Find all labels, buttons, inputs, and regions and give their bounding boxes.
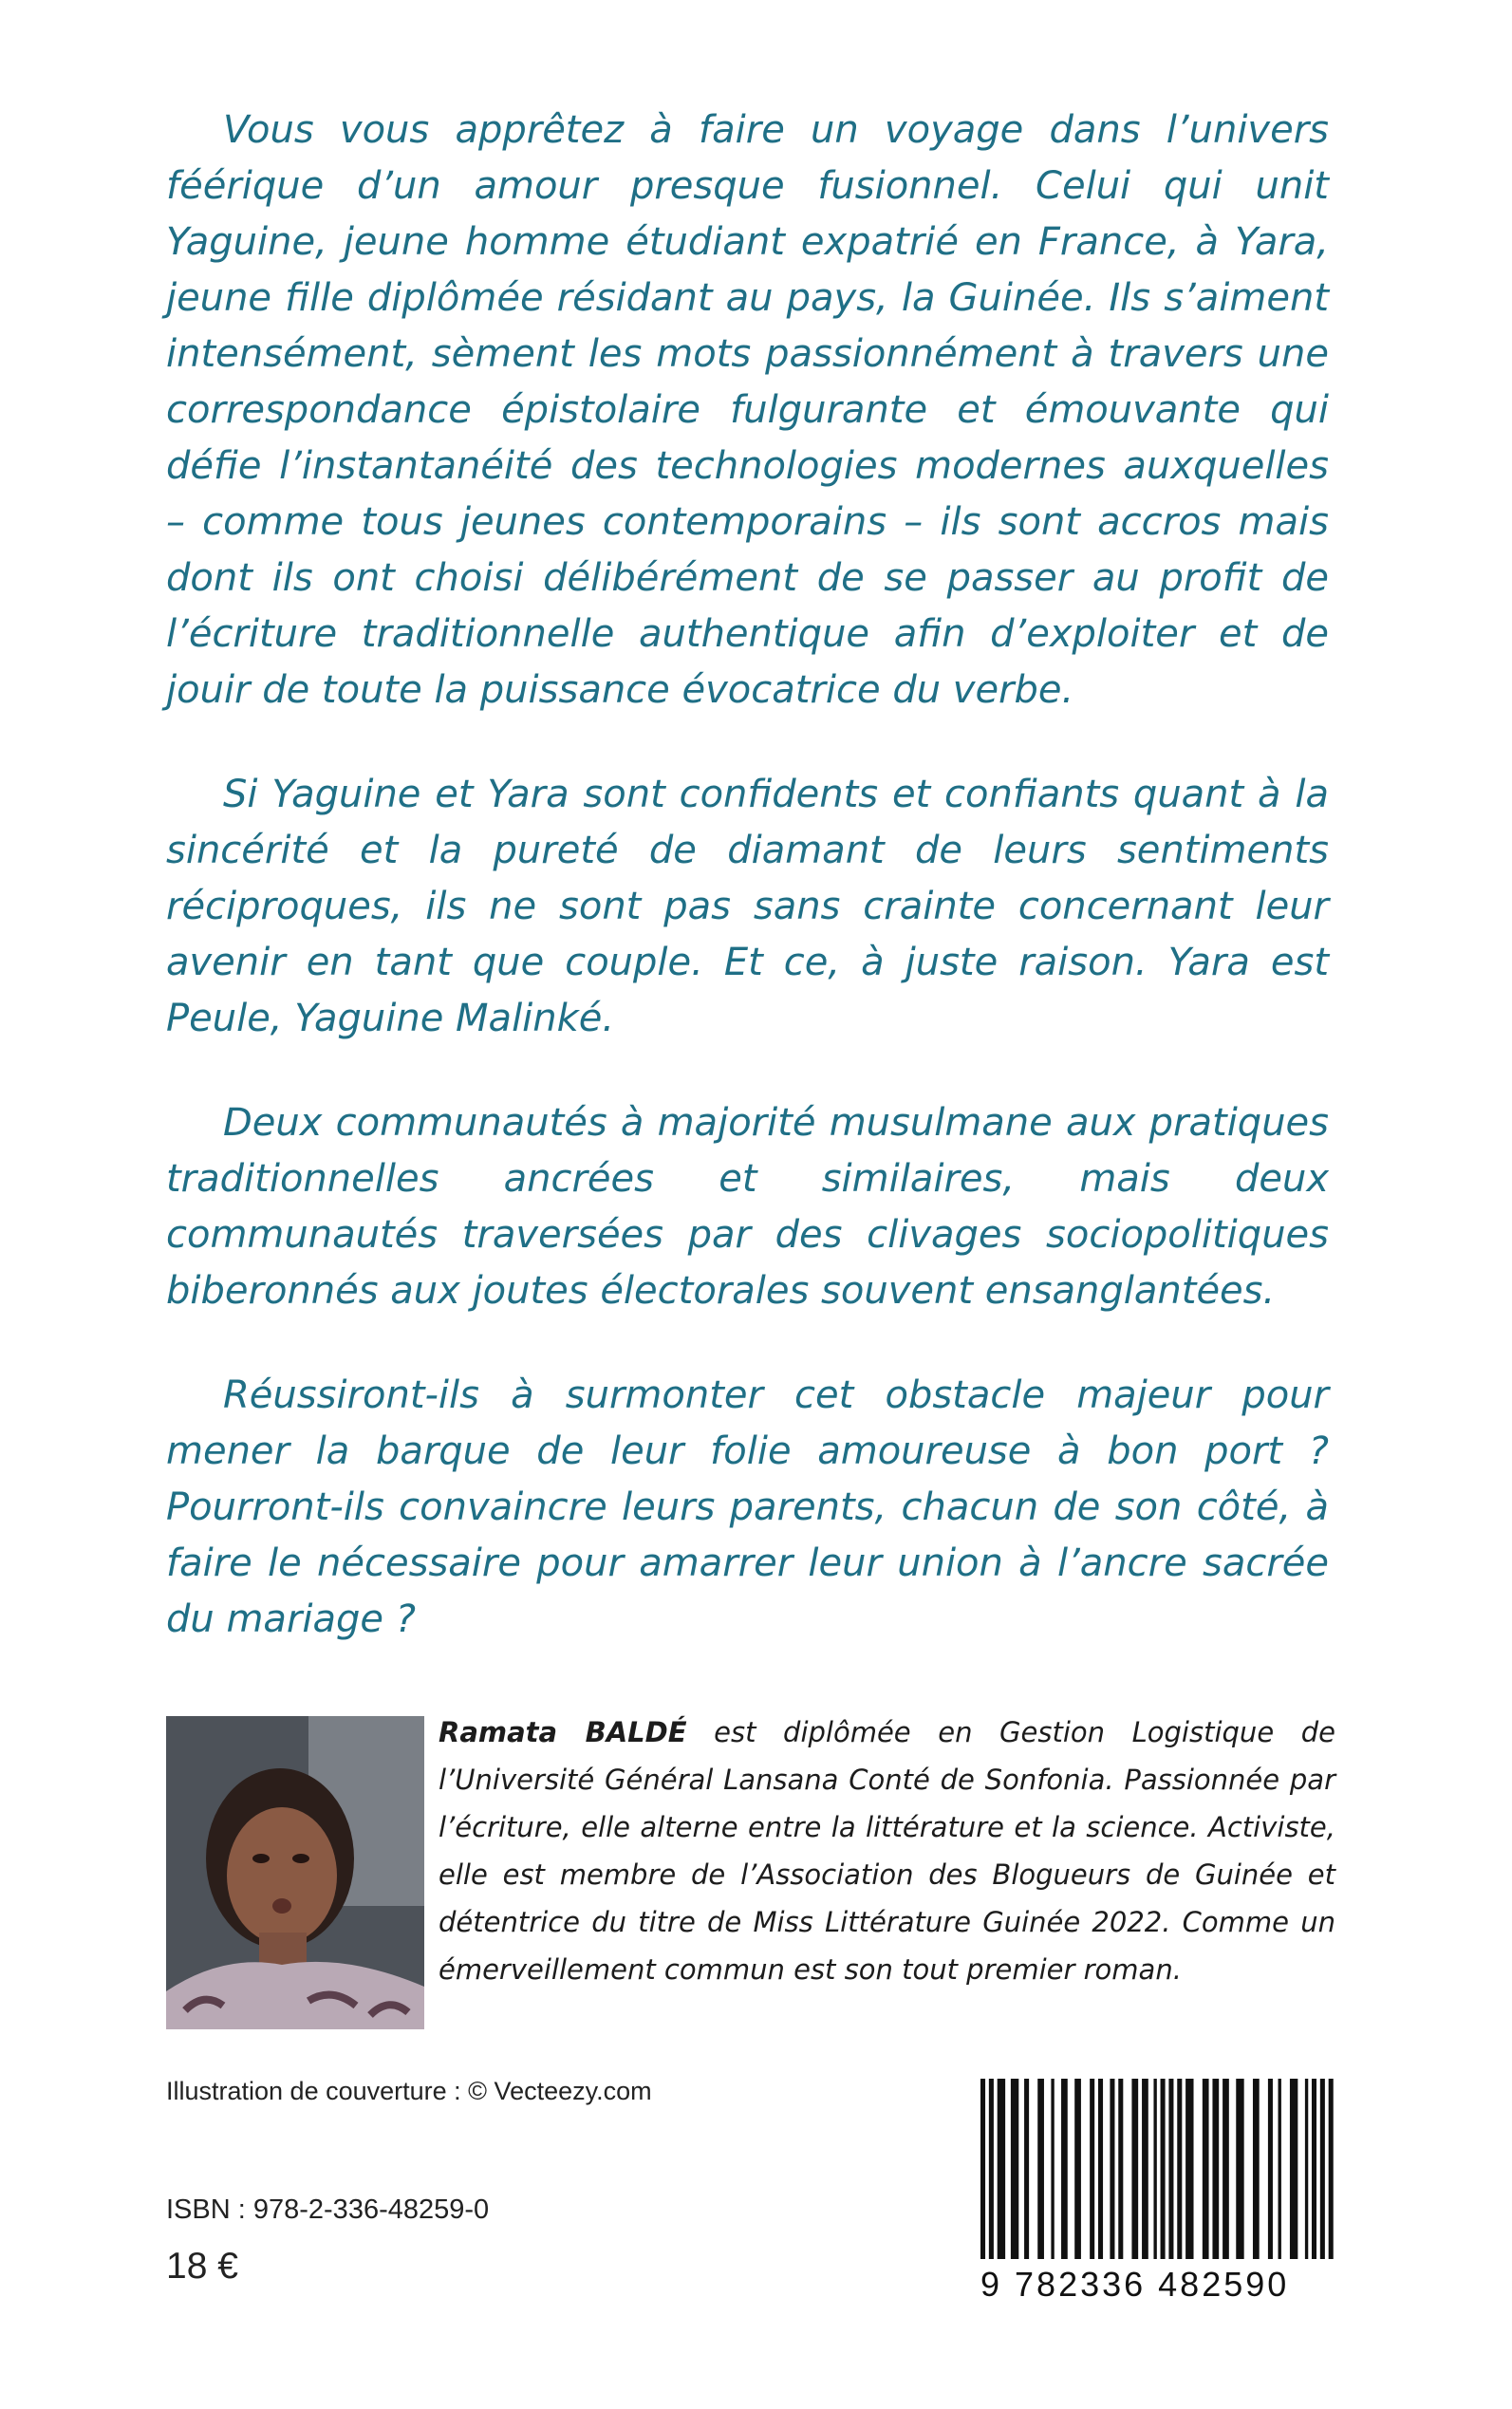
barcode-bar [1212,2079,1219,2259]
barcode-bar [1203,2079,1209,2259]
barcode-bar [998,2079,1005,2259]
barcode-bar [1090,2079,1094,2259]
barcode-bar [1185,2079,1193,2259]
barcode-bar [1051,2079,1054,2259]
barcode-bar [1061,2079,1068,2259]
barcode-bar [1168,2079,1173,2259]
barcode [980,2079,1334,2324]
barcode-bar [1177,2079,1182,2259]
author-bio [439,1709,1335,1993]
synopsis-paragraph-4: Réussiront-ils à surmonter cet obstacle majeur pour mener la barque de leur folie amoureuse à bon port ? Pourront-ils convaincre leurs parents, chacun de son côté, à faire le nécessaire pour amarrer leur union à l’ancre sacrée du mariage ? [166,1373,1329,1641]
barcode-bar [1268,2079,1273,2259]
author-photo [166,1716,424,2029]
barcode-bar [1279,2079,1281,2259]
illustration-credit: Illustration de couverture : © Vecteezy.com [166,2077,652,2105]
barcode-bar [1131,2079,1138,2259]
synopsis-paragraph-1: Vous vous apprêtez à faire un voyage dans l’univers féérique d’un amour presque fusionnel. Celui qui unit Yaguine, jeune homme étudiant expatrié en France, à Yara, jeune fille diplômée résidant au pays, la Guinée. Ils s’aiment intensément, sèment les mots passionnément à travers une correspondance épistolaire fulgurante et émouvante qui défie l’instantanéité des technologies modernes auxquelles – comme tous jeunes contemporains – ils sont accros mais dont ils ont choisi délibérément de se passer au profit de l’écriture traditionnelle authentique afin d’exploiter et de jouir de toute la puissance évocatrice du verbe. [166,108,1329,712]
barcode-bar [1153,2079,1156,2259]
author-name: Ramata BALDÉ [439,1716,687,1748]
barcode-bar [1329,2079,1334,2259]
barcode-bar [1305,2079,1308,2259]
synopsis [166,103,1329,1696]
barcode-icon [980,2079,1334,2265]
barcode-bar [1118,2079,1123,2259]
price: 18 € [166,2246,238,2287]
barcode-bar [1312,2079,1316,2259]
barcode-bar [1161,2079,1166,2259]
barcode-bar [1110,2079,1114,2259]
barcode-bar [980,2079,985,2259]
barcode-bar [1320,2079,1325,2259]
barcode-bar [1223,2079,1229,2259]
barcode-bar [1024,2079,1029,2259]
barcode-bar [989,2079,994,2259]
barcode-bar [1074,2079,1081,2259]
author-bio-text: est diplômée en Gestion Logistique de l’Université Général Lansana Conté de Sonfonia. Passionnée par l’écriture, elle alterne entre la littérature et la science. Activiste, elle est membre de l’Association des Blogueurs de Guinée et détentrice du titre de Miss Littérature Guinée 2022. Comme un émerveillement commun est son tout premier roman. [439,1716,1336,1986]
barcode-bar [1236,2079,1243,2259]
barcode-digits: 9 782336 482590 [980,2265,1290,2304]
barcode-bar [1253,2079,1260,2259]
barcode-bar [1098,2079,1103,2259]
barcode-bar [1142,2079,1148,2259]
isbn: ISBN : 978-2-336-48259-0 [166,2194,490,2225]
barcode-bar [1290,2079,1297,2259]
barcode-bar [1037,2079,1044,2259]
barcode-bar [1011,2079,1018,2259]
synopsis-paragraph-2: Si Yaguine et Yara sont confidents et confiants quant à la sincérité et la pureté de diamant de leurs sentiments réciproques, ils ne sont pas sans crainte concernant leur avenir en tant que couple. Et ce, à juste raison. Yara est Peule, Yaguine Malinké. [166,773,1329,1040]
author-portrait-icon [166,1716,424,2029]
synopsis-paragraph-3: Deux communautés à majorité musulmane aux pratiques traditionnelles ancrées et similaires, mais deux communautés traversées par des clivages sociopolitiques biberonnés aux joutes électorales souvent ensanglantées. [166,1101,1329,1313]
